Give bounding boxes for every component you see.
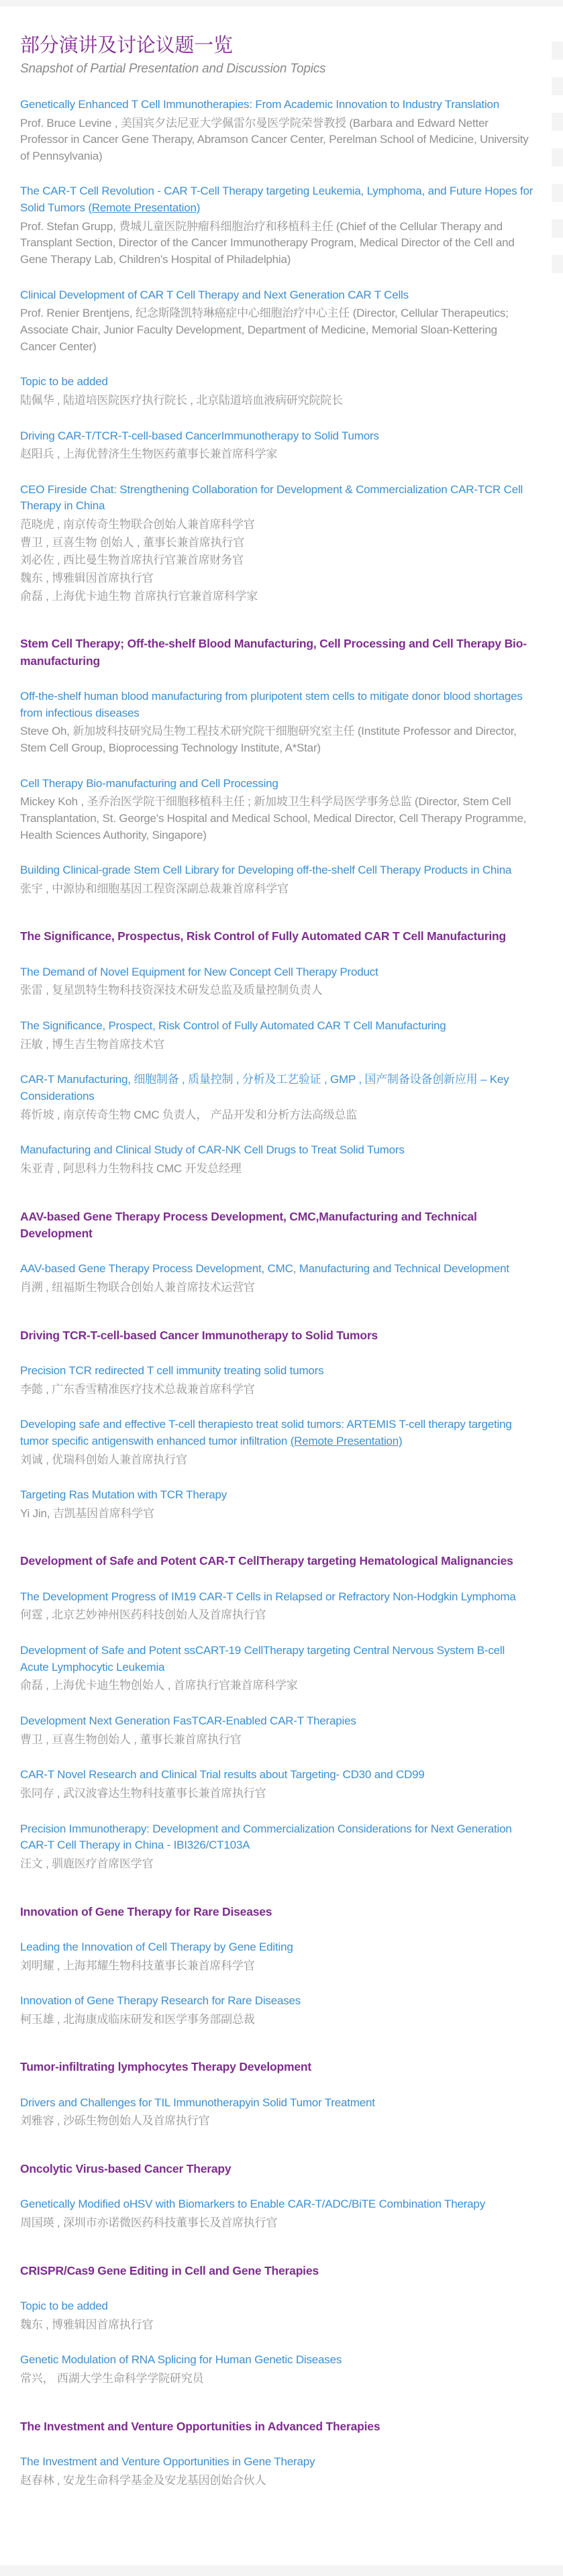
speaker-line: 曹卫 , 亘喜生物创始人 , 董事长兼首席执行官 (20, 1733, 242, 1746)
topic-link[interactable] (20, 776, 534, 792)
topic-link[interactable] (20, 1018, 534, 1035)
topic-section (20, 97, 534, 605)
agenda-entry (20, 964, 534, 999)
speaker-line: 赵阳兵 , 上海优替济生生物医药董事长兼首席科学家 (20, 448, 278, 461)
topic-title: The Demand of Novel Equipment for New Concept Cell Therapy Product (20, 965, 378, 978)
speaker-line: 魏东 , 博雅辑因首席执行官 (20, 571, 154, 584)
speaker-line: Prof. Stefan Grupp, 费城儿童医院肿瘤科细胞治疗和移植科主任 (Chief of the Cellular Therapy and Transplant Section, Director of the Cancer Immunotherapy Program, Medical Director of the Cell and Gene Therapy Lab, Children's Hospital of Philadelphia) (20, 219, 515, 266)
agenda-entry (20, 287, 534, 356)
right-edge-blocks (552, 42, 563, 291)
remote-presentation-link[interactable]: (Remote Presentation) (290, 1434, 403, 1447)
agenda-entry (20, 862, 534, 897)
agenda-entry (20, 1363, 534, 1398)
speaker-line: Prof. Bruce Levine , 美国宾夕法尼亚大学佩雷尔曼医学院荣誉教授 (Barbara and Edward Netter Professor in Cancer Gene Therapy, Abramson Cancer Center, Perelman School of Medicine, University of Pennsylvania) (20, 116, 529, 162)
agenda-entry (20, 2095, 534, 2130)
topic-link[interactable] (20, 1487, 534, 1504)
speaker-line: 汪文 , 驯鹿医疗首席医学官 (20, 1857, 154, 1870)
topic-title: CAR-T Novel Research and Clinical Trial results about Targeting- CD30 and CD99 (20, 1768, 425, 1782)
topic-link[interactable] (20, 1589, 534, 1606)
topic-title: CAR-T Manufacturing, 细胞制备 , 质量控制 , 分析及工艺验证 , GMP , 国产制备设备创新应用 – Key Considerations (20, 1073, 509, 1102)
topic-title: Genetically Modified oHSV with Biomarkers to Enable CAR-T/ADC/BiTE Combination Therapy (20, 2198, 485, 2211)
topic-title: The CAR-T Cell Revolution - CAR T-Cell Therapy targeting Leukemia, Lymphoma, and Future Hopes for Solid Tumors (20, 185, 533, 215)
agenda-entry (20, 1821, 534, 1873)
agenda-entry (20, 2196, 534, 2231)
agenda-entry (20, 1767, 534, 1802)
agenda-entry (20, 2352, 534, 2387)
speaker-line: 蒋忻坡 , 南京传奇生物 CMC 负责人， 产品开发和分析方法高级总监 (20, 1108, 358, 1121)
speaker-line: Mickey Koh , 圣乔治医学院干细胞移植科主任 ; 新加坡卫生科学局医学事务总监 (Director, Stem Cell Transplantation, St. George's Hospital and Medical School, Medical Director, Cell Therapy Programme, Health Sciences Authority, Singapore) (20, 795, 527, 841)
speaker-line: 肖溯 , 纽福斯生物联合创始人兼首席技术运营官 (20, 1280, 255, 1294)
topic-title: Genetically Enhanced T Cell Immunotherapies: From Academic Innovation to Industry Translation (20, 97, 500, 111)
topic-section (20, 635, 534, 897)
agenda-content (20, 0, 534, 2489)
speaker-line: 魏东 , 博雅辑因首席执行官 (20, 2318, 154, 2331)
agenda-entry (20, 1487, 534, 1522)
speaker-line: Yi Jin, 吉凯基因首席科学官 (20, 1506, 154, 1520)
topic-section (20, 1327, 534, 1523)
speaker-line: 刘明耀 , 上海邦耀生物科技董事长兼首席科学官 (20, 1959, 255, 1972)
agenda-entry (20, 482, 534, 605)
agenda-entry (20, 1018, 534, 1053)
topic-title: CEO Fireside Chat: Strengthening Collaboration for Development & Commercialization CAR-TCR Cell Therapy in China (20, 482, 523, 513)
agenda-entry (20, 1589, 534, 1624)
section-header: AAV-based Gene Therapy Process Development, CMC,Manufacturing and Technical Development (20, 1209, 477, 1240)
agenda-entry (20, 1142, 534, 1177)
section-header: Innovation of Gene Therapy for Rare Diseases (20, 1904, 272, 1918)
speaker-line: 朱亚青 , 阿思科力生物科技 CMC 开发总经理 (20, 1162, 242, 1175)
speaker-line: 刘雅容 , 沙砾生物创始人及首席执行官 (20, 2114, 210, 2128)
agenda-entry (20, 1416, 534, 1468)
topic-title: Developing safe and effective T-cell therapiesto treat solid tumors: ARTEMIS T-cell therapy targeting tumor specific antigenswith enhanced tumor infiltration (20, 1418, 512, 1447)
speaker-line: 柯玉雄 , 北海康成临床研发和医学事务部副总裁 (20, 2012, 255, 2026)
topic-section (20, 2263, 534, 2387)
agenda-entry (20, 1713, 534, 1748)
topic-link[interactable] (20, 183, 534, 216)
agenda-entry (20, 776, 534, 844)
topic-link[interactable] (20, 2095, 534, 2112)
page-subtitle: Snapshot of Partial Presentation and Discussion Topics (20, 62, 326, 76)
page-title: 部分演讲及讨论议题一览 (20, 35, 233, 56)
agenda-entry (20, 1261, 534, 1296)
section-header: The Investment and Venture Opportunities in Advanced Therapies (20, 2419, 380, 2433)
topic-title: Off-the-shelf human blood manufacturing from pluripotent stem cells to mitigate donor blood shortages from infectious diseases (20, 690, 523, 719)
agenda-entry (20, 2454, 534, 2489)
topic-section (20, 928, 534, 1177)
section-header: CRISPR/Cas9 Gene Editing in Cell and Gene Therapies (20, 2263, 319, 2277)
right-edge-block (552, 148, 563, 166)
speaker-line: 刘必佐 , 西比曼生物首席执行官兼首席财务官 (20, 554, 244, 567)
topic-link[interactable] (20, 1072, 534, 1104)
speaker-line: 赵春林 , 安龙生命科学基金及安龙基因创始合伙人 (20, 2473, 266, 2487)
topic-link[interactable] (20, 2454, 534, 2471)
agenda-entry (20, 2298, 534, 2333)
section-header: Tumor-infiltrating lymphocytes Therapy Development (20, 2060, 312, 2074)
speaker-line: 俞磊 , 上海优卡迪生物 首席执行官兼首席科学家 (20, 589, 258, 603)
section-header: Stem Cell Therapy; Off-the-shelf Blood Manufacturing, Cell Processing and Cell Therapy Bio-manufacturing (20, 637, 527, 668)
speaker-line: Prof. Renier Brentjens, 纪念斯隆凯特琳癌症中心细胞治疗中心主任 (Director, Cellular Therapeutics; Associate Chair, Junior Faculty Development, Department of Medicine, Memorial Sloan-Kettering Cancer Center) (20, 307, 509, 353)
speaker-line: 范晓虎 , 南京传奇生物联合创始人兼首席科学官 (20, 518, 255, 531)
topic-title: Leading the Innovation of Cell Therapy by Gene Editing (20, 1940, 293, 1953)
footer-band (0, 2565, 563, 2576)
topic-link[interactable] (20, 2352, 534, 2369)
topic-link[interactable] (20, 964, 534, 981)
topic-section (20, 1904, 534, 2028)
topic-link[interactable] (20, 97, 534, 113)
agenda-entry (20, 1993, 534, 2028)
topic-title: Innovation of Gene Therapy Research for Rare Diseases (20, 1994, 301, 2008)
agenda-entry (20, 374, 534, 409)
topic-link[interactable] (20, 1821, 534, 1854)
right-edge-block (552, 77, 563, 95)
topic-title: Precision Immunotherapy: Development and Commercialization Considerations for Next Generation CAR-T Cell Therapy in China - IBI326/CT103A (20, 1822, 512, 1852)
topic-title: Building Clinical-grade Stem Cell Library for Developing off-the-shelf Cell Therapy Products in China (20, 864, 512, 877)
speaker-line: 何霆 , 北京艺妙神州医药科技创始人及首席执行官 (20, 1608, 266, 1622)
topic-section (20, 1208, 534, 1296)
topic-link[interactable] (20, 1713, 534, 1730)
topic-link[interactable] (20, 287, 534, 304)
topics-list (20, 97, 534, 2489)
right-edge-block (552, 255, 563, 273)
topic-title: Topic to be added (20, 375, 108, 389)
topic-title: Precision TCR redirected T cell immunity treating solid tumors (20, 1363, 324, 1377)
agenda-entry (20, 97, 534, 165)
agenda-entry (20, 183, 534, 268)
agenda-entry (20, 688, 534, 757)
topic-title: Development of Safe and Potent ssCART-19 CellTherapy targeting Central Nervous System B-cell Acute Lymphocytic Leukemia (20, 1644, 505, 1673)
agenda-entry (20, 1072, 534, 1123)
topic-link[interactable] (20, 2298, 534, 2315)
speaker-line: 刘诚 , 优瑞科创始人兼首席执行官 (20, 1453, 187, 1466)
topic-section (20, 2059, 534, 2130)
right-edge-block (552, 42, 563, 60)
topic-section (20, 2418, 534, 2489)
section-header: Development of Safe and Potent CAR-T CellTherapy targeting Hematological Malignancies (20, 1554, 513, 1568)
speaker-line: 周国瑛 , 深圳市亦诺微医药科技董事长及首席执行官 (20, 2216, 278, 2230)
topic-title: Driving CAR-T/TCR-T-cell-based CancerImmunotherapy to Solid Tumors (20, 429, 379, 442)
topic-link[interactable] (20, 1261, 534, 1278)
topic-link[interactable] (20, 374, 534, 391)
topic-link[interactable] (20, 2196, 534, 2213)
right-edge-block (552, 219, 563, 238)
section-header: Oncolytic Virus-based Cancer Therapy (20, 2162, 232, 2176)
topic-link[interactable] (20, 1993, 534, 2010)
topic-link[interactable] (20, 482, 534, 515)
speaker-line: 张雷 , 复星凯特生物科技资深技术研发总监及质量控制负责人 (20, 984, 323, 997)
topic-title: Cell Therapy Bio-manufacturing and Cell Processing (20, 776, 278, 790)
topic-title: The Investment and Venture Opportunities in Gene Therapy (20, 2455, 315, 2469)
topic-title: Manufacturing and Clinical Study of CAR-NK Cell Drugs to Treat Solid Tumors (20, 1143, 405, 1157)
section-header: The Significance, Prospectus, Risk Control of Fully Automated CAR T Cell Manufacturing (20, 929, 507, 943)
speaker-line: 张同存 , 武汉波睿达生物科技董事长兼首席执行官 (20, 1786, 266, 1800)
topic-link[interactable] (20, 428, 534, 445)
section-header: Driving TCR-T-cell-based Cancer Immunotherapy to Solid Tumors (20, 1328, 378, 1342)
topic-title: The Significance, Prospect, Risk Control of Fully Automated CAR T Cell Manufacturing (20, 1019, 446, 1033)
topic-section (20, 1553, 534, 1872)
topic-title: Topic to be added (20, 2300, 108, 2313)
speaker-line: 曹卫 , 亘喜生物 创始人 , 董事长兼首席执行官 (20, 535, 245, 549)
topic-link[interactable] (20, 688, 534, 721)
topic-title: AAV-based Gene Therapy Process Development, CMC, Manufacturing and Technical Development (20, 1262, 509, 1276)
topic-link[interactable] (20, 862, 534, 879)
topic-title: Genetic Modulation of RNA Splicing for Human Genetic Diseases (20, 2353, 342, 2367)
topic-title: Drivers and Challenges for TIL Immunotherapyin Solid Tumor Treatment (20, 2096, 375, 2109)
topic-link[interactable] (20, 1416, 534, 1449)
speaker-line: Steve Oh, 新加坡科技研究局生物工程技术研究院干细胞研究室主任 (Institute Professor and Director, Stem Cell Group, Bioprocessing Technology Institute, A*Star) (20, 725, 517, 754)
topic-link[interactable] (20, 1643, 534, 1676)
agenda-entry (20, 1643, 534, 1694)
speaker-line: 陆佩华 , 陆道培医院医疗执行院长 , 北京陆道培血液病研究院院长 (20, 393, 343, 407)
speaker-line: 李懿 , 广东香雪精准医疗技术总裁兼首席科学官 (20, 1382, 255, 1396)
topic-title: The Development Progress of IM19 CAR-T Cells in Relapsed or Refractory Non-Hodgkin Lymphoma (20, 1590, 516, 1603)
speaker-line: 张宇 , 中源协和细胞基因工程资深副总裁兼首席科学官 (20, 882, 289, 895)
topic-link[interactable] (20, 1939, 534, 1956)
topic-title: Development Next Generation FasTCAR-Enabled CAR-T Therapies (20, 1714, 356, 1728)
speaker-line: 俞磊 , 上海优卡迪生物创始人 , 首席执行官兼首席科学家 (20, 1679, 298, 1692)
topic-title: Clinical Development of CAR T Cell Therapy and Next Generation CAR T Cells (20, 288, 409, 301)
agenda-entry (20, 428, 534, 463)
remote-presentation-link[interactable]: (Remote Presentation) (88, 201, 201, 215)
topic-link[interactable] (20, 1363, 534, 1380)
right-edge-block (552, 113, 563, 131)
speaker-line: 汪敏 , 博生吉生物首席技术官 (20, 1037, 165, 1051)
topic-link[interactable] (20, 1767, 534, 1784)
agenda-entry (20, 1939, 534, 1974)
topic-link[interactable] (20, 1142, 534, 1159)
speaker-line: 常兴， 西湖大学生命科学学院研究员 (20, 2372, 204, 2385)
right-edge-block (552, 184, 563, 202)
topic-title: Targeting Ras Mutation with TCR Therapy (20, 1488, 227, 1502)
topic-section (20, 2161, 534, 2232)
